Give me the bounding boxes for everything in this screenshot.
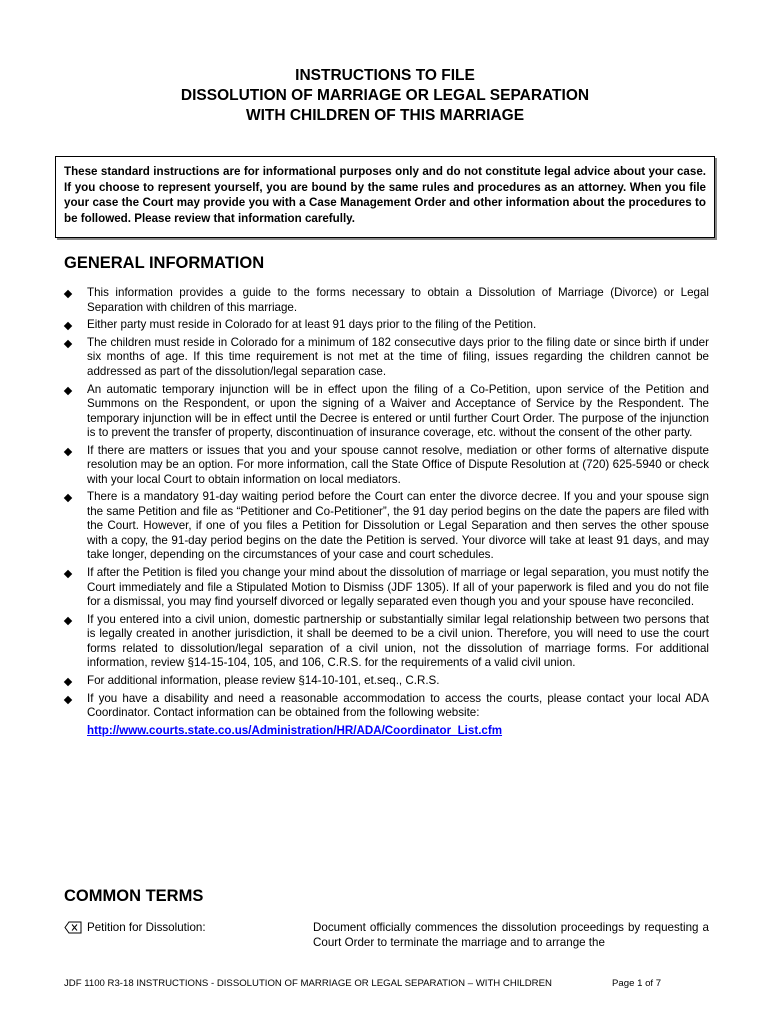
diamond-bullet-icon xyxy=(64,322,72,330)
title-line-1: INSTRUCTIONS TO FILE xyxy=(295,67,475,84)
title-line-3: WITH CHILDREN OF THIS MARRIAGE xyxy=(245,107,525,124)
term-row-petition xyxy=(64,920,709,956)
term-name: Petition for Dissolution: xyxy=(87,921,206,934)
list-item-text: If you entered into a civil union, domestic partnership or substantially similar legal relationship between two persons that is legally created in another jurisdiction, it shall be deemed to be a civil union. Therefore, you will need to use the court forms related to dissolution/legal separation of a civil union, not the dissolution of marriage forms. For additional information, review §14-15-104, 105, and 106, C.R.S. for the requirements of a valid civil union. xyxy=(87,612,709,670)
title-line-2: DISSOLUTION OF MARRIAGE OR LEGAL SEPARATION xyxy=(180,87,590,104)
list-item xyxy=(64,336,709,380)
diamond-bullet-icon xyxy=(64,570,72,578)
delete-arrow-icon xyxy=(64,921,82,934)
diamond-bullet-icon xyxy=(64,678,72,686)
diamond-bullet-icon xyxy=(64,494,72,502)
list-item xyxy=(64,286,709,315)
list-item xyxy=(64,674,709,689)
document-title xyxy=(0,66,770,126)
diamond-bullet-icon xyxy=(64,448,72,456)
list-item-text: There is a mandatory 91-day waiting period before the Court can enter the divorce decree. If you and your spouse sign the same Petition and file as “Petitioner and Co-Petitioner”, the 91 day period begins on the date the papers are filed with the Court. However, if one of you files a Petition for Dissolution or Legal Separation and then serves the other spouse with a copy, the 91-day period begins on the date the Petition is served. Your divorce will take at least 91 days, and may take longer, depending on the circumstances of your case and court schedules. xyxy=(87,490,709,562)
list-item-text: If after the Petition is filed you change your mind about the dissolution of marriage or legal separation, you must notify the Court immediately and file a Stipulated Motion to Dismiss (JDF 1305). If all of your paperwork is filed and you do not file for a dismissal, you may find yourself divorced or legally separated even though you and your spouse have reconciled. xyxy=(87,566,709,609)
disclaimer-text: These standard instructions are for informational purposes only and do not constitute legal advice about your case. If you choose to represent yourself, you are bound by the same rules and procedures as an attorney. When you file your case the Court may provide you with a Case Management Order and other information about the procedures to be followed. Please review that information carefully. xyxy=(64,165,706,225)
ada-coordinator-link[interactable]: http://www.courts.state.co.us/Administration/HR/ADA/Coordinator_List.cfm xyxy=(87,723,503,737)
common-terms-heading: COMMON TERMS xyxy=(64,887,204,905)
diamond-bullet-icon xyxy=(64,386,72,394)
diamond-bullet-icon xyxy=(64,617,72,625)
diamond-bullet-icon xyxy=(64,290,72,298)
list-item xyxy=(64,613,709,671)
general-information-heading: GENERAL INFORMATION xyxy=(64,254,265,272)
list-item-text: For additional information, please review §14-10-101, et.seq., C.R.S. xyxy=(87,674,440,687)
list-item xyxy=(64,383,709,441)
list-item-text: An automatic temporary injunction will be in effect upon the filing of a Co-Petition, upon service of the Petition and Summons on the Respondent, or upon the signing of a Waiver and Acceptance of Service by the Respondent. The temporary injunction will be in effect until the Decree is entered or until further Court Order. The purpose of the injunction is to prevent the transfer of property, discontinuation of insurance coverage, etc. without the consent of the other party. xyxy=(87,382,709,440)
diamond-bullet-icon xyxy=(64,695,72,703)
general-information-list xyxy=(64,286,709,741)
list-item xyxy=(64,692,709,739)
list-item-text: This information provides a guide to the forms necessary to obtain a Dissolution of Marriage (Divorce) or Legal Separation with children of this marriage. xyxy=(87,286,709,314)
diamond-bullet-icon xyxy=(64,340,72,348)
list-item xyxy=(64,566,709,610)
page-number: Page 1 of 7 xyxy=(612,978,662,989)
form-footer-label: JDF 1100 R3-18 INSTRUCTIONS - DISSOLUTION OF MARRIAGE OR LEGAL SEPARATION – WITH CHILDREN xyxy=(64,978,552,989)
list-item-text: If you have a disability and need a reasonable accommodation to access the courts, please contact your local ADA Coordinator. Contact information can be obtained from the following website: xyxy=(87,691,709,720)
term-definition: Document officially commences the dissolution proceedings by requesting a Court Order to terminate the marriage and to arrange the xyxy=(313,921,709,949)
list-item xyxy=(64,490,709,563)
list-item xyxy=(64,444,709,488)
list-item-text: The children must reside in Colorado for a minimum of 182 consecutive days prior to the filing date or since birth if under six months of age. If this time requirement is not met at the time of filing, issues regarding the children cannot be addressed as part of the dissolution/legal separation case. xyxy=(87,335,709,378)
list-item xyxy=(64,318,709,333)
list-item-text: Either party must reside in Colorado for at least 91 days prior to the filing of the Petition. xyxy=(87,318,537,332)
disclaimer-box xyxy=(55,156,715,238)
list-item-text: If there are matters or issues that you and your spouse cannot resolve, mediation or other forms of alternative dispute resolution may be an option. For more information, call the State Office of Dispute Resolution at (720) 625-5940 or check with your local Court to obtain information on local mediators. xyxy=(87,443,709,486)
